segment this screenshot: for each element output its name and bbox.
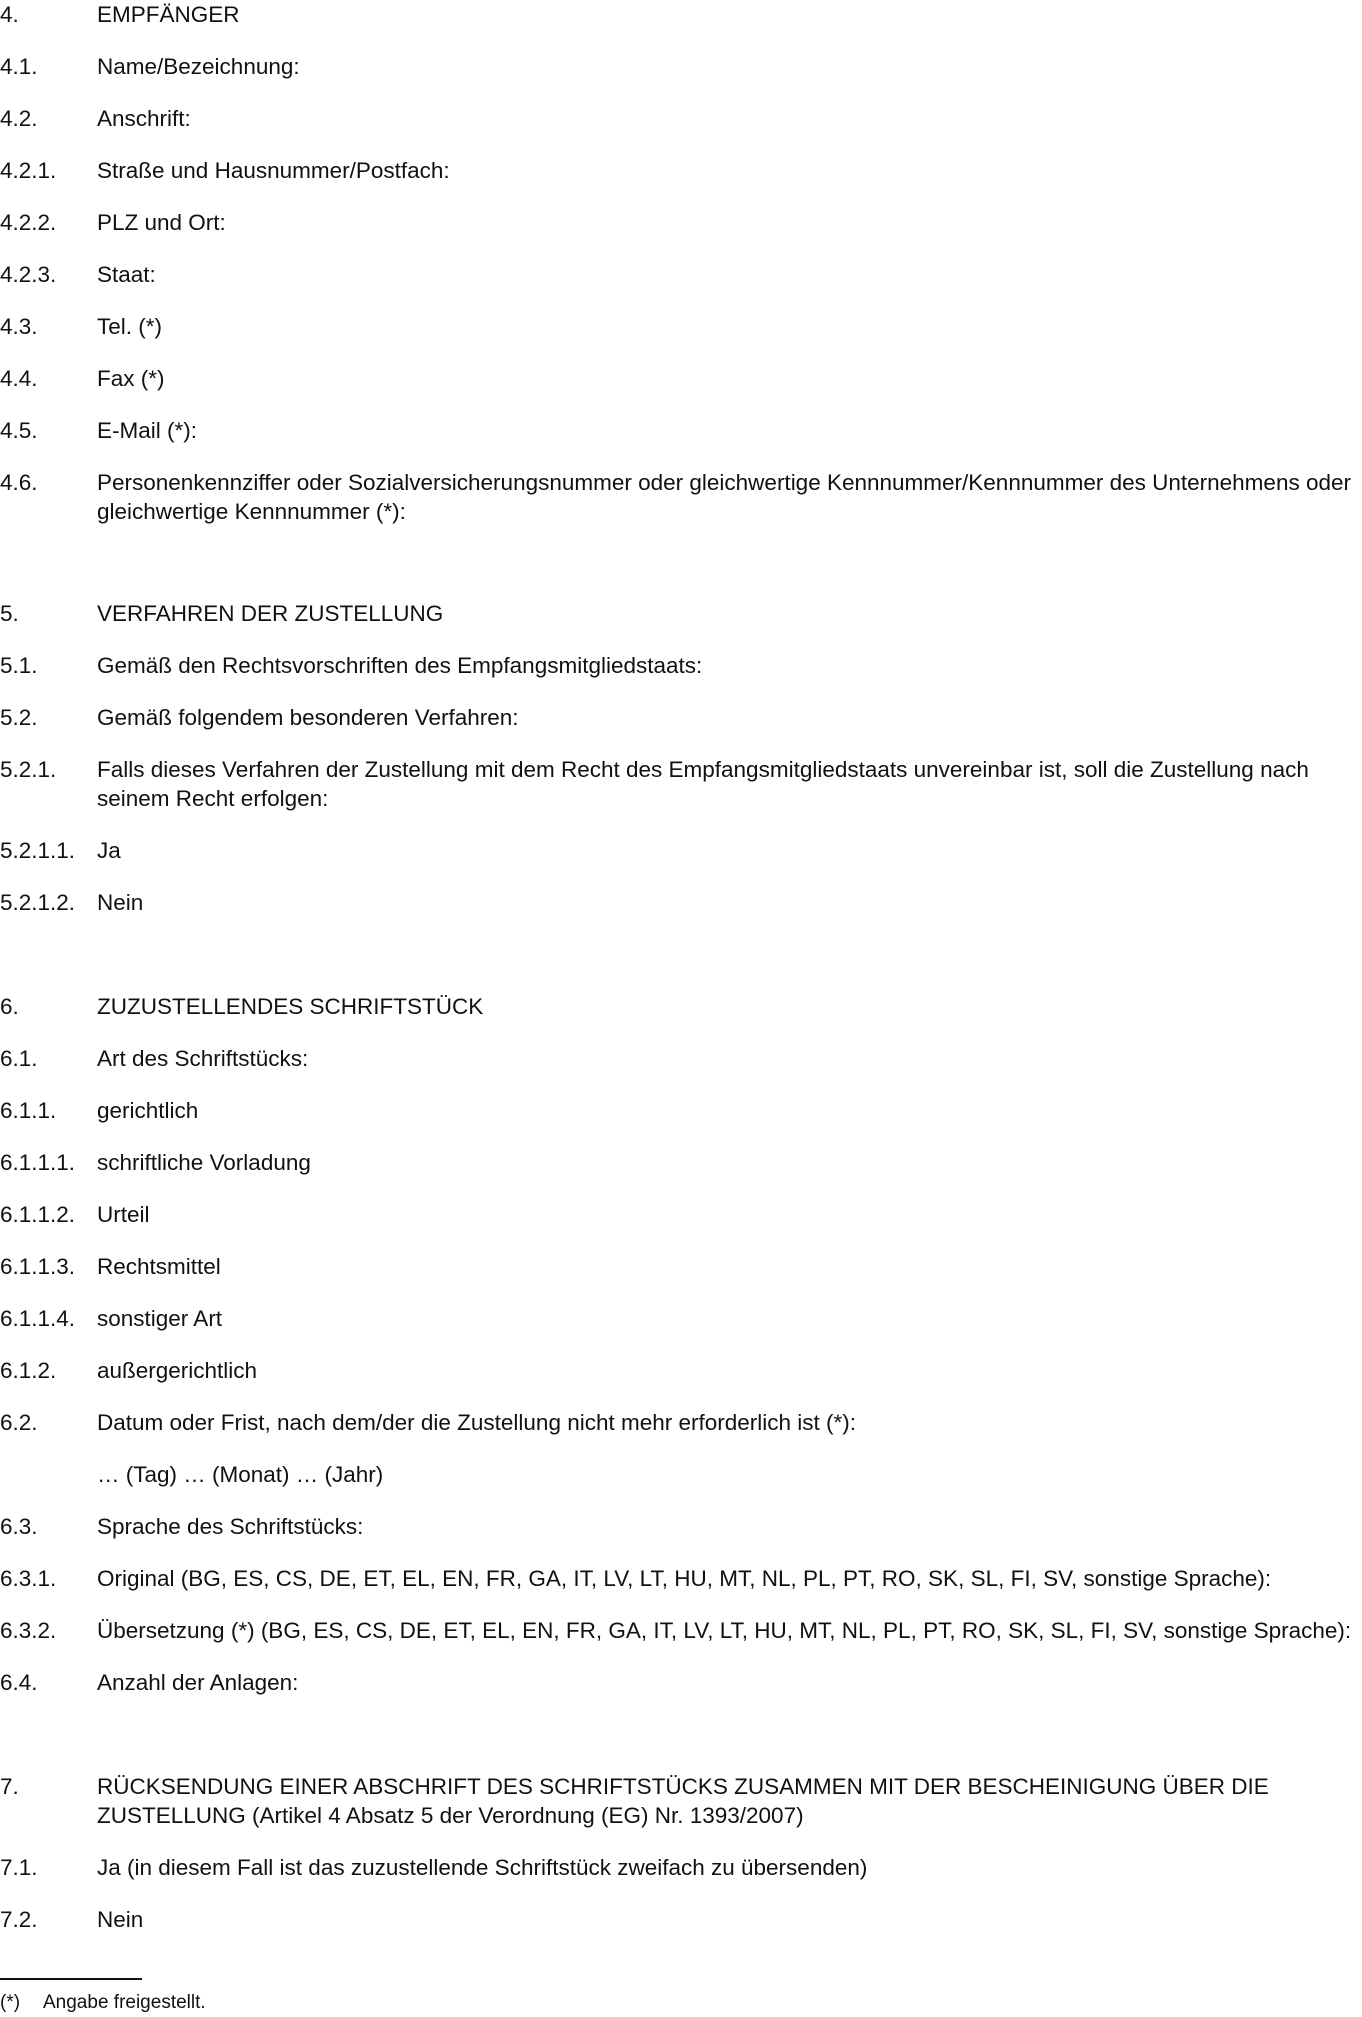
item-number: 6.3. — [0, 1514, 38, 1539]
item-text: sonstiger Art — [97, 1306, 223, 1331]
item-text: Staat: — [97, 262, 156, 287]
item-text: Datum oder Frist, nach dem/der die Zustellung nicht mehr erforderlich ist (*): — [97, 1410, 857, 1435]
item-text: Sprache des Schriftstücks: — [97, 1514, 364, 1539]
item-text: E-Mail (*): — [97, 418, 197, 443]
item-number: 4.5. — [0, 418, 38, 443]
item-number: 5.2.1. — [0, 757, 57, 782]
item-number: 5.1. — [0, 653, 38, 678]
item-text: Anschrift: — [97, 106, 191, 131]
item-number: 4.2.2. — [0, 210, 57, 235]
item-text: außergerichtlich — [97, 1358, 258, 1383]
item-number: 4. — [0, 2, 19, 27]
item-text: Falls dieses Verfahren der Zustellung mit dem Recht des Empfangsmitgliedstaats unvereinbar ist, soll die Zustellung nach seinem Recht erfolgen: — [97, 757, 1309, 811]
item-text: Tel. (*) — [97, 314, 163, 339]
item-text: Ja — [97, 838, 121, 863]
item-number: 7.2. — [0, 1907, 38, 1932]
item-number: 7.1. — [0, 1855, 38, 1880]
item-text: Gemäß folgendem besonderen Verfahren: — [97, 705, 519, 730]
item-number: 6.3.1. — [0, 1566, 57, 1591]
item-number: 4.2. — [0, 106, 38, 131]
item-number: 6.4. — [0, 1670, 38, 1695]
item-text: Anzahl der Anlagen: — [97, 1670, 299, 1695]
item-number: 6.1.2. — [0, 1358, 57, 1383]
item-number: 5.2.1.1. — [0, 838, 76, 863]
item-text: Urteil — [97, 1202, 150, 1227]
item-number: 6.1.1. — [0, 1098, 57, 1123]
item-text: schriftliche Vorladung — [97, 1150, 311, 1175]
item-text: RÜCKSENDUNG EINER ABSCHRIFT DES SCHRIFTSTÜCKS ZUSAMMEN MIT DER BESCHEINIGUNG ÜBER DIE ZUSTELLUNG (Artikel 4 Absatz 5 der Verordnung (EG) Nr. 1393/2007) — [97, 1774, 1269, 1828]
item-text: Rechtsmittel — [97, 1254, 221, 1279]
item-number: 6.1. — [0, 1046, 38, 1071]
footnote-divider — [0, 1978, 142, 1980]
item-number: 5.2.1.2. — [0, 890, 76, 915]
item-number: 6.1.1.1. — [0, 1150, 76, 1175]
footnote-mark: (*) — [0, 1992, 21, 2013]
item-number: 4.3. — [0, 314, 38, 339]
item-text: Nein — [97, 1907, 144, 1932]
item-number: 6.1.1.2. — [0, 1202, 76, 1227]
item-text: … (Tag) … (Monat) … (Jahr) — [97, 1462, 384, 1487]
item-text: Fax (*) — [97, 366, 165, 391]
item-number: 4.2.3. — [0, 262, 57, 287]
item-text: VERFAHREN DER ZUSTELLUNG — [97, 601, 444, 626]
item-text: Gemäß den Rechtsvorschriften des Empfangsmitgliedstaats: — [97, 653, 703, 678]
item-text: EMPFÄNGER — [97, 2, 240, 27]
item-number: 4.6. — [0, 470, 38, 495]
item-number: 4.4. — [0, 366, 38, 391]
item-number: 6. — [0, 994, 19, 1019]
item-text: Ja (in diesem Fall ist das zuzustellende Schriftstück zweifach zu übersenden) — [97, 1855, 868, 1880]
item-text: Übersetzung (*) (BG, ES, CS, DE, ET, EL, EN, FR, GA, IT, LV, LT, HU, MT, NL, PL, PT, RO, SK, SL, FI, SV, sonstige Sprache): — [97, 1618, 1352, 1643]
item-number: 4.2.1. — [0, 158, 57, 183]
item-text: ZUZUSTELLENDES SCHRIFTSTÜCK — [97, 994, 484, 1019]
item-text: Name/Bezeichnung: — [97, 54, 300, 79]
item-number: 5. — [0, 601, 19, 626]
item-number: 4.1. — [0, 54, 38, 79]
item-number: 6.1.1.3. — [0, 1254, 76, 1279]
item-number: 7. — [0, 1774, 19, 1799]
item-text: Personenkennziffer oder Sozialversicherungsnummer oder gleichwertige Kennnummer/Kennnummer des Unternehmens oder gleichwertige Kennnummer (*): — [97, 470, 1351, 524]
footnote-text: Angabe freigestellt. — [43, 1992, 206, 2013]
item-text: PLZ und Ort: — [97, 210, 226, 235]
item-number: 6.1.1.4. — [0, 1306, 76, 1331]
item-text: Art des Schriftstücks: — [97, 1046, 309, 1071]
item-text: Nein — [97, 890, 144, 915]
item-text: gerichtlich — [97, 1098, 199, 1123]
item-text: Original (BG, ES, CS, DE, ET, EL, EN, FR, GA, IT, LV, LT, HU, MT, NL, PL, PT, RO, SK, SL, FI, SV, sonstige Sprache): — [97, 1566, 1272, 1591]
item-number: 5.2. — [0, 705, 38, 730]
item-text: Straße und Hausnummer/Postfach: — [97, 158, 450, 183]
item-number: 6.3.2. — [0, 1618, 57, 1643]
item-number: 6.2. — [0, 1410, 38, 1435]
